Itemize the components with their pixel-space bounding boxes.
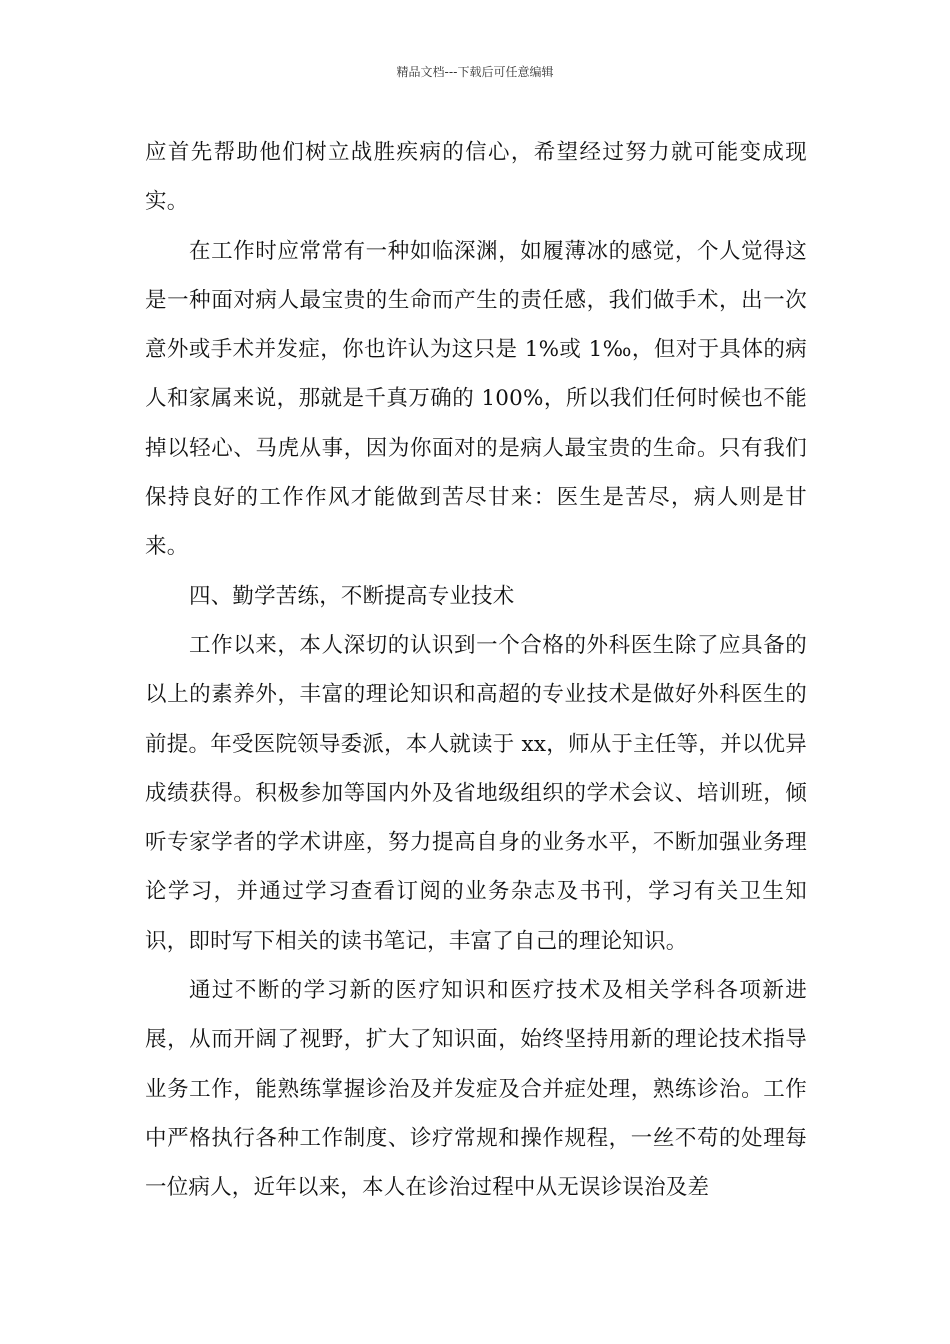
- page-header: 精品文档---下载后可任意编辑: [396, 65, 554, 79]
- paragraph-1: 应首先帮助他们树立战胜疾病的信心，希望经过努力就可能变成现实。: [145, 140, 807, 215]
- paragraph-3: 工作以来，本人深切的认识到一个合格的外科医生除了应具备的以上的素养外，丰富的理论知识和高超的专业技术是做好外科医生的前提。年受医院领导委派，本人就读于 xx，师从于主任等，并以优异成绩获得。积极参加等国内外及省地级组织的学术会议、培训班，倾听专家学者的学术讲座，努力提高自身的业务水平，不断加强业务理论学习，并通过学习查看订阅的业务杂志及书刊，学习有关卫生知识，即时写下相关的读书笔记，丰富了自己的理论知识。: [145, 632, 807, 954]
- document-body: [145, 128, 807, 1213]
- section-heading: 四、勤学苦练，不断提高专业技术: [189, 583, 515, 609]
- paragraph-4: 通过不断的学习新的医疗知识和医疗技术及相关学科各项新进展，从而开阔了视野，扩大了知识面，始终坚持用新的理论技术指导业务工作，能熟练掌握诊治及并发症及合并症处理，熟练诊治。工作中严格执行各种工作制度、诊疗常规和操作规程，一丝不苟的处理每一位病人，近年以来，本人在诊治过程中从无误诊误治及差: [145, 978, 807, 1201]
- paragraph-2: 在工作时应常常有一种如临深渊，如履薄冰的感觉，个人觉得这是一种面对病人最宝贵的生命而产生的责任感，我们做手术，出一次意外或手术并发症，你也许认为这只是 1%或 1‰，但对于具体的病人和家属来说，那就是千真万确的 100%，所以我们任何时候也不能掉以轻心、马虎从事，因为你面对的是病人最宝贵的生命。只有我们保持良好的工作作风才能做到苦尽甘来：医生是苦尽，病人则是甘来。: [145, 238, 807, 560]
